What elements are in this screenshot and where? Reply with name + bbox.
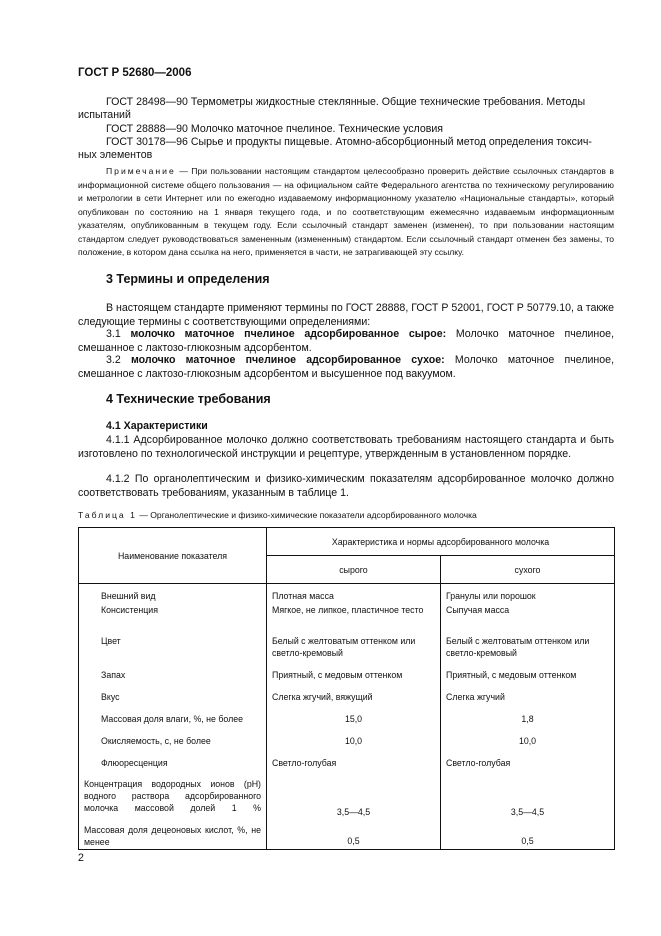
section-3-intro: В настоящем стандарте применяют термины по ГОСТ 28888, ГОСТ Р 52001, ГОСТ Р 50779.10, а также следующие термины с соответствующими определениями: [78, 302, 614, 328]
table-row: Вкус Слегка жгучий, вяжущий Слегка жгучий [79, 686, 615, 708]
table-row: Консистенция Мягкое, не липкое, пластичное тесто Сыпучая масса [79, 604, 615, 630]
requirements-table [78, 527, 615, 850]
note [78, 165, 614, 260]
reference-1-cont: испытаний [78, 109, 131, 121]
table-row: Флюоресценция Светло-голубая Светло-голубая [79, 752, 615, 774]
note-text: — При пользовании настоящим стандартом целесообразно проверить действие ссылочных стандартов в информационной системе общего пользования — на официальном сайте Федерального агентства по техническому регулированию и метрологии в сети Интернет или по ежегодно издаваемому информационному указателю «Национальные стандарты», который опубликован по состоянию на 1 января текущего года, и по соответствующим ежемесячно издаваемым информационным указателям, опубликованным в текущем году. Если ссылочный стандарт заменен (изменен), то при пользовании настоящим стандартом следует руководствоваться замененным (измененным) стандартом. Если ссылочный стандарт отменен без замены, то положение, в котором дана ссылка на него, применяется в части, не затрагивающей эту ссылку. [78, 166, 614, 257]
page-header: ГОСТ Р 52680—2006 [78, 67, 192, 79]
table-row: Запах Приятный, с медовым оттенком Приятный, с медовым оттенком [79, 664, 615, 686]
reference-1: ГОСТ 28498—90 Термометры жидкостные стеклянные. Общие технические требования. Методы [106, 96, 586, 108]
term-3-2-title: молочко маточное пчелиное адсорбированное сухое: [130, 354, 445, 366]
page-number: 2 [78, 852, 84, 864]
table-row: Внешний вид Плотная масса Гранулы или порошок [79, 584, 615, 604]
note-label: Примечание [106, 166, 176, 176]
reference-3: ГОСТ 30178—96 Сырье и продукты пищевые. Атомно-абсорбционный метод определения токсич- [106, 136, 592, 148]
reference-3-cont: ных элементов [78, 149, 153, 161]
table-row: Массовая доля влаги, %, не более 15,0 1,8 [79, 708, 615, 730]
section-3-heading: 3 Термины и определения [106, 272, 270, 286]
section-4-heading: 4 Технические требования [106, 392, 271, 406]
subsection-4-1-heading: 4.1 Характеристики [106, 420, 208, 432]
term-3-2: 3.2 молочко маточное пчелиное адсорбированное сухое: Молочко маточное пчелиное, смешанное с лактозо-глюкозным адсорбентом и высушенное под вакуумом. [78, 354, 615, 380]
header-indicator-name: Наименование показателя [79, 528, 267, 584]
table-row: Массовая доля децеоновых кислот, %, не менее 0,5 0,5 [79, 820, 615, 850]
term-3-1-title: молочко маточное пчелиное адсорбированное сырое: [130, 328, 447, 340]
header-characteristics: Характеристика и нормы адсорбированного молочка [267, 528, 615, 556]
table-row: Окисляемость, с, не более 10,0 10,0 [79, 730, 615, 752]
header-dry: сухого [441, 556, 615, 584]
header-raw: сырого [267, 556, 441, 584]
table-row: Цвет Белый с желтоватым оттенком или светло-кремовый Белый с желтоватым оттенком или светло-кремовый [79, 630, 615, 664]
paragraph-4-1-2: 4.1.2 По органолептическим и физико-химическим показателям адсорбированное молочко должно соответствовать требованиям, указанным в таблице 1. [78, 473, 614, 499]
term-3-1: 3.1 молочко маточное пчелиное адсорбированное сырое: Молочко маточное пчелиное, смешанное с лактозо-глюкозным адсорбентом. [78, 328, 615, 354]
table-row: Концентрация водородных ионов (pH) водного раствора адсорбированного молочка массовой долей 1 % 3,5—4,5 3,5—4,5 [79, 774, 615, 820]
paragraph-4-1-1: 4.1.1 Адсорбированное молочко должно соответствовать требованиям настоящего стандарта и быть изготовлено по технологической инструкции и рецептуре, утвержденным в установленном порядке. [78, 434, 614, 460]
table-caption: Таблица 1 — Органолептические и физико-химические показатели адсорбированного молочка [78, 510, 477, 520]
reference-2: ГОСТ 28888—90 Молочко маточное пчелиное. Технические условия [106, 123, 444, 135]
